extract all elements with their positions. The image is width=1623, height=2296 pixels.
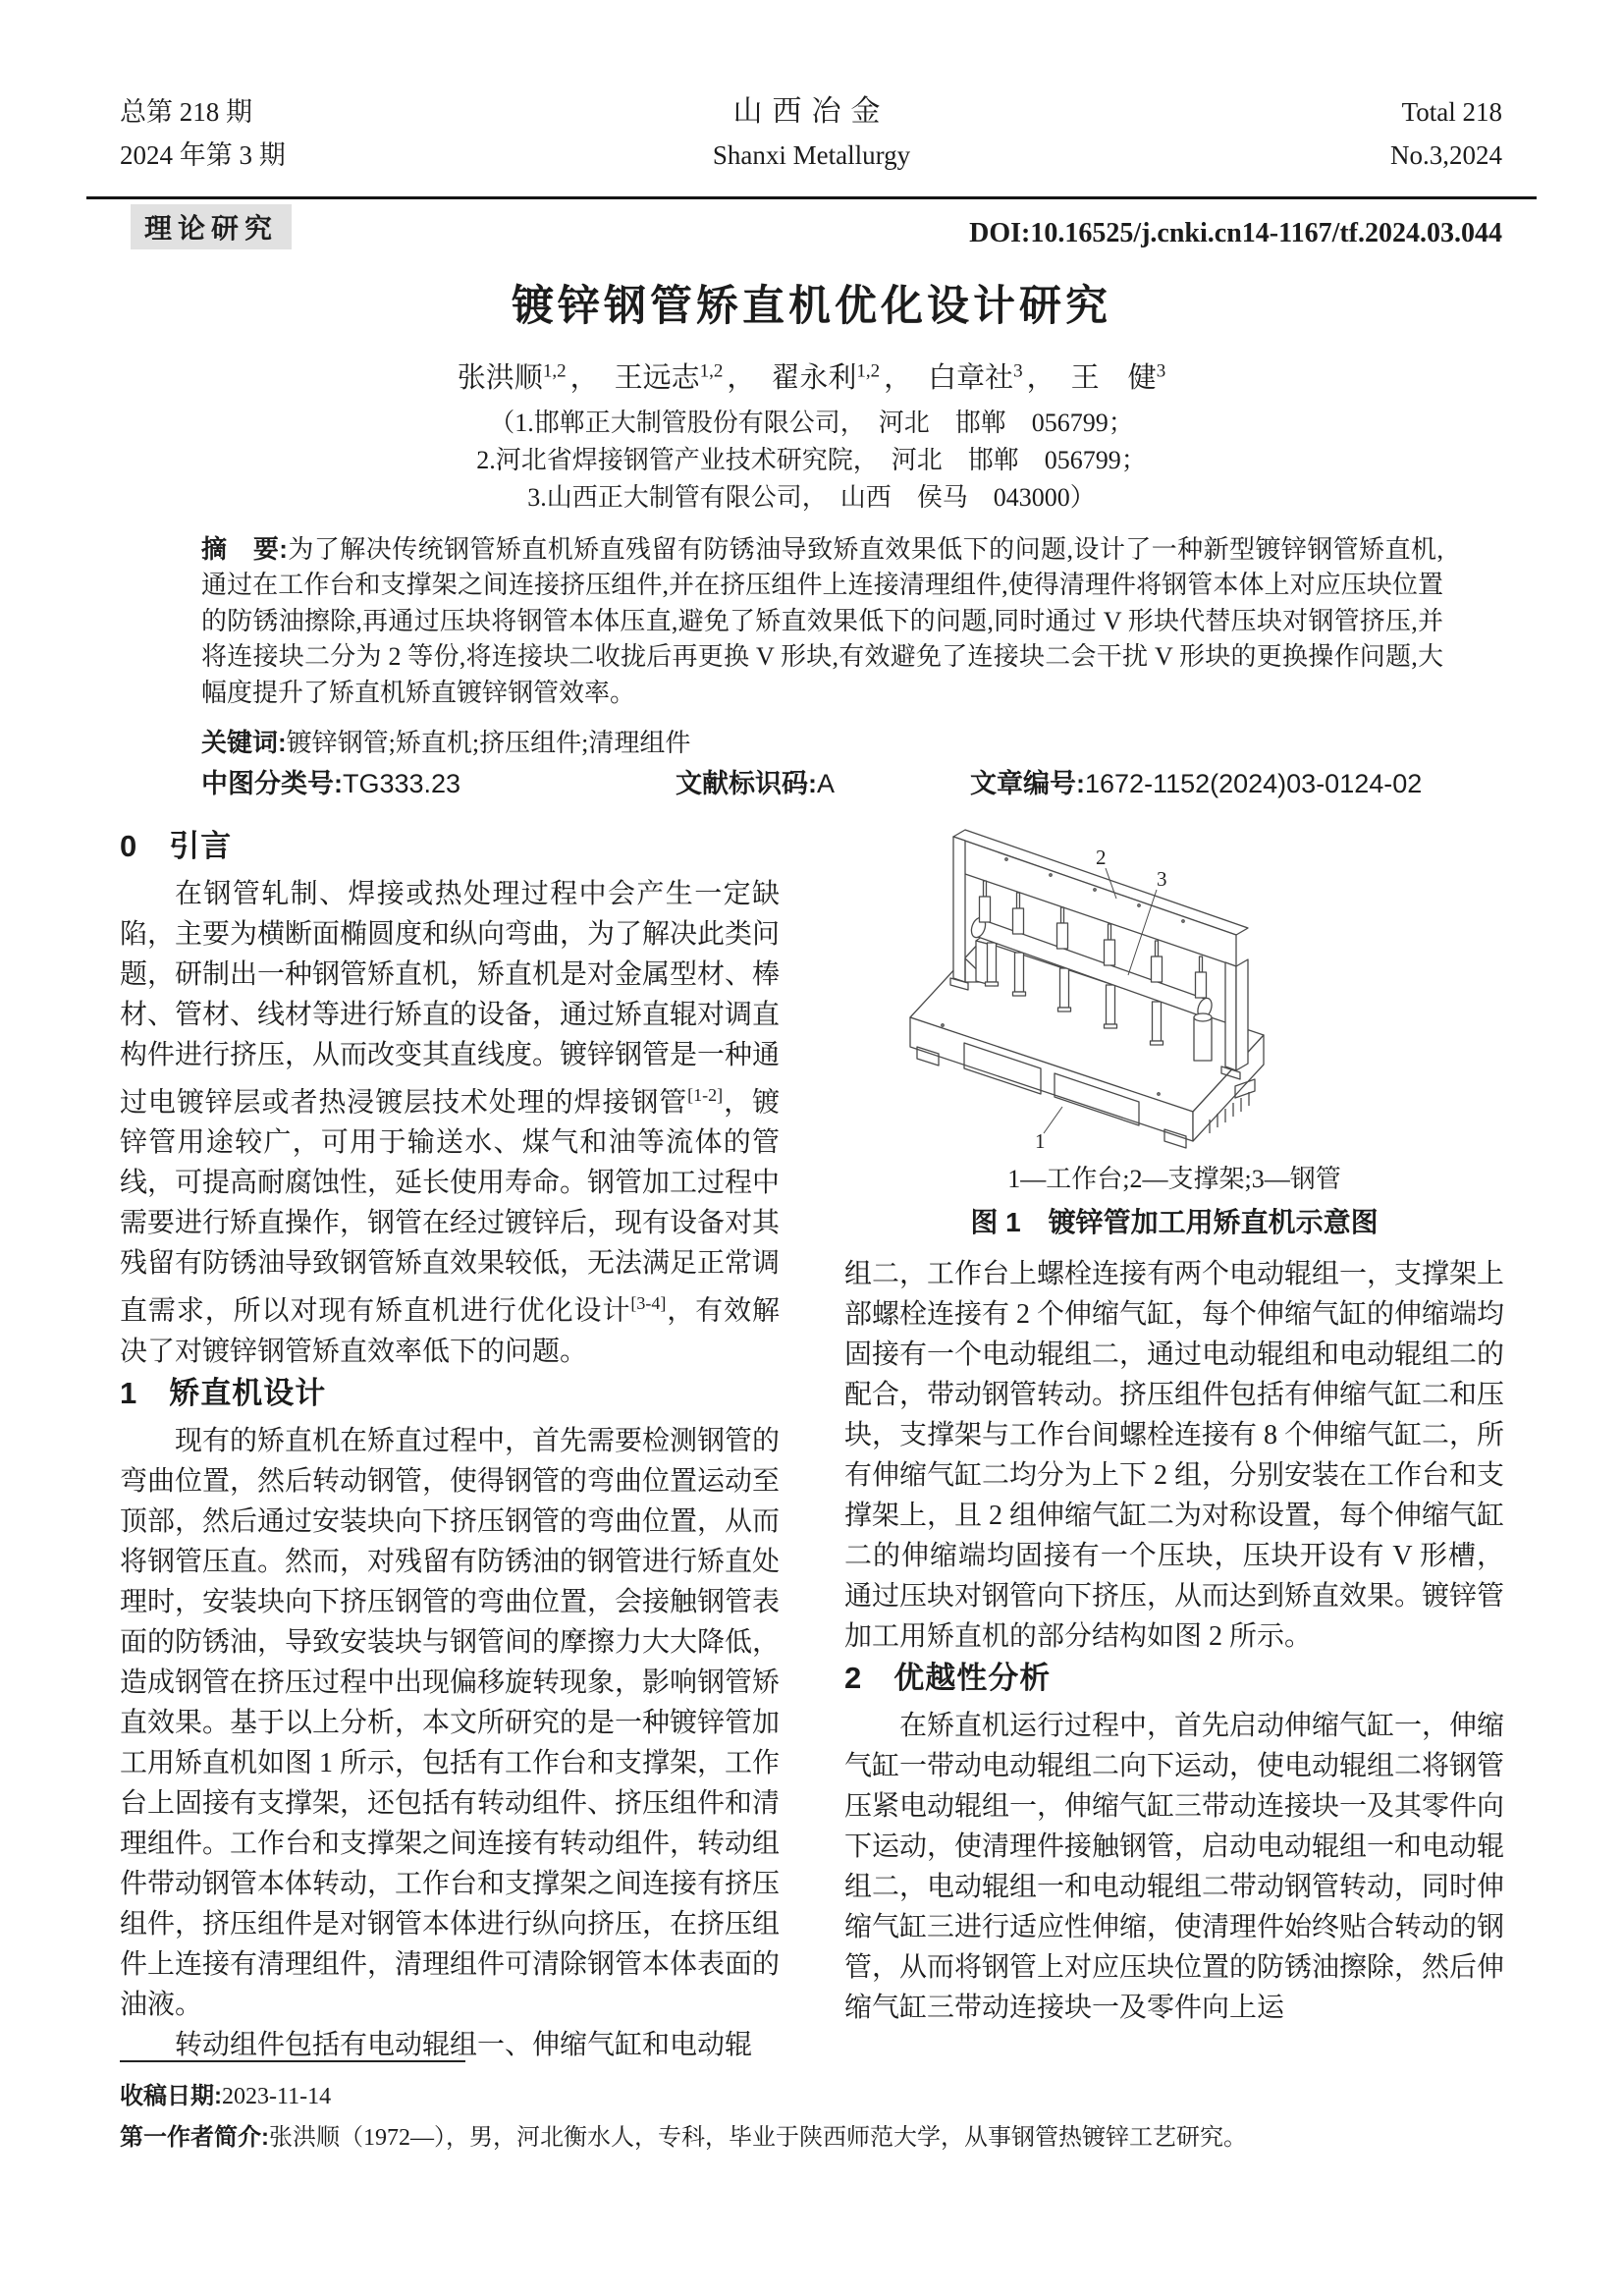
intro-text: ，有效解决了对镀锌钢管矫直效率低下的问题。	[120, 1295, 780, 1367]
received-date-value: 2023-11-14	[222, 2084, 332, 2109]
doc-code-label: 文献标识码:	[676, 769, 817, 798]
section-heading-1: 1 矫直机设计	[120, 1375, 327, 1410]
keywords-text: 镀锌钢管;矫直机;挤压组件;清理组件	[286, 729, 691, 757]
intro-text: ，镀锌管用途较广，可用于输送水、煤气和油等流体的管线，可提高耐腐蚀性，延长使用寿命。钢管加工过程中需要进行矫直操作，钢管在经过镀锌后，现有设备对其残留有防锈油导致钢管矫直效果较低，无法满足正常调直需求，所以对现有矫直机进行优化设计	[120, 1087, 781, 1327]
figure-callout-1: 1	[1035, 1129, 1046, 1153]
author-name: 王 健	[1070, 362, 1157, 394]
article-id-label: 文章编号:	[970, 769, 1085, 798]
first-author-bio-value: 张洪顺（1972—），男，河北衡水人，专科，毕业于陕西师范大学，从事钢管热镀锌工艺研究。	[269, 2125, 1247, 2151]
author-affil-sup: 3	[1156, 360, 1166, 382]
abstract-label: 摘 要:	[201, 534, 288, 564]
author-affil-sup: 3	[1013, 360, 1023, 382]
clc-label: 中图分类号:	[201, 769, 343, 798]
right-column	[844, 823, 1504, 2028]
abstract-text: 为了解决传统钢管矫直机矫直残留有防锈油导致矫直效果低下的问题,设计了一种新型镀锌钢管矫直机,通过在工作台和支撑架之间连接挤压组件,并在挤压组件上连接清理组件,使得清理件将钢管本体上对应压块位置的防锈油擦除,再通过压块将钢管本体压直,避免了矫直效果低下的问题,同时通过 V 形块代替压块对钢管挤压,并将连接块二分为 2 等份,将连接块二收拢后再更换 V 形块,有效避免了连接块二会干扰 V 形块的更换操作问题,大幅度提升了矫直机矫直镀锌钢管效率。	[201, 535, 1443, 707]
figure-callout-2: 2	[1096, 846, 1107, 869]
first-author-bio-line	[120, 2117, 1247, 2152]
author-line	[0, 355, 1623, 396]
received-date-line	[120, 2076, 331, 2110]
header-issue-number: 2024 年第 3 期	[120, 140, 286, 170]
author-name: 白章社	[928, 362, 1014, 394]
article-id-item	[970, 762, 1422, 800]
clc-item	[201, 762, 460, 800]
header-rule	[86, 196, 1537, 199]
header-total-en: Total 218	[1401, 97, 1502, 127]
affiliation-line: 3.山西正大制管有限公司， 山西 侯马 043000）	[527, 483, 1096, 512]
keywords-label: 关键词:	[201, 728, 287, 757]
section-heading-0: 0 引言	[120, 829, 233, 863]
keywords-line	[201, 723, 690, 759]
author-affil-sup: 1,2	[542, 360, 567, 382]
author-separator: ，	[1026, 362, 1055, 394]
rotation-paragraph-start: 转动组件包括有电动辊组一、伸缩气缸和电动辊	[175, 2029, 753, 2060]
author-name: 张洪顺	[457, 362, 543, 394]
citation-ref: [3-4]	[630, 1293, 667, 1314]
received-date-label: 收稿日期:	[120, 2083, 222, 2109]
rotation-paragraph-continued: 组二，工作台上螺栓连接有两个电动辊组一，支撑架上部螺栓连接有 2 个伸缩气缸，每个伸缩气缸的伸缩端均固接有一个电动辊组二，通过电动辊组和电动辊组二的配合，带动钢管转动。挤压组件包括有伸缩气缸二和压块，支撑架与工作台间螺栓连接有 8 个伸缩气缸二，所有伸缩气缸二均分为上下 2 组，分别安装在工作台和支撑架上，且 2 组伸缩气缸二为对称设置，每个伸缩气缸二的伸缩端均固接有一个压块，压块开设有 V 形槽，通过压块对钢管向下挤压，从而达到矫直效果。镀锌管加工用矫直机的部分结构如图 2 所示。	[844, 1259, 1505, 1652]
abstract-block	[201, 531, 1443, 711]
affiliation-line: （1.邯郸正大制管股份有限公司， 河北 邯郸 056799；	[489, 409, 1134, 437]
figure-legend: 1—工作台;2—支撑架;3—钢管	[1007, 1165, 1341, 1193]
author-separator: ，	[727, 362, 756, 394]
design-paragraph: 现有的矫直机在矫直过程中，首先需要检测钢管的弯曲位置，然后转动钢管，使得钢管的弯曲位置运动至顶部，然后通过安装块向下挤压钢管的弯曲位置，从而将钢管压直。然而，对残留有防锈油的钢管进行矫直处理时，安装块向下挤压钢管的弯曲位置，会接触钢管表面的防锈油，导致安装块与钢管间的摩擦力大大降低，造成钢管在挤压过程中出现偏移旋转现象，影响钢管矫直效果。基于以上分析，本文所研究的是一种镀锌管加工用矫直机如图 1 所示，包括有工作台和支撑架，工作台上固接有支撑架，还包括有转动组件、挤压组件和清理组件。工作台和支撑架之间连接有转动组件，转动组件带动钢管本体转动，工作台和支撑架之间连接有挤压组件，挤压组件是对钢管本体进行纵向挤压，在挤压组件上连接有清理组件，清理组件可清除钢管本体表面的油液。	[120, 1425, 781, 2020]
footnote-rule	[120, 2060, 465, 2062]
intro-text: 在钢管轧制、焊接或热处理过程中会产生一定缺陷，主要为横断面椭圆度和纵向弯曲，为了解决此类问题，研制出一种钢管矫直机，矫直机是对金属型材、棒材、管材、线材等进行矫直的设备，通过矫直辊对调直构件进行挤压，从而改变其直线度。镀锌钢管是一种通过电镀锌层或者热浸镀层技术处理的焊接钢管	[120, 879, 781, 1119]
affiliations	[0, 405, 1623, 517]
figure-caption: 图 1 镀锌管加工用矫直机示意图	[970, 1207, 1379, 1237]
intro-paragraph	[120, 874, 780, 1372]
doc-code-value: A	[817, 769, 836, 798]
section-heading-2: 2 优越性分析	[844, 1661, 1052, 1695]
author-affil-sup: 1,2	[699, 360, 724, 382]
author-affil-sup: 1,2	[856, 360, 881, 382]
author-name: 翟永利	[771, 362, 857, 394]
header-issue-en	[1390, 90, 1502, 177]
straightener-machine-drawing	[844, 823, 1492, 1157]
figure-1	[844, 823, 1504, 1240]
left-column	[120, 825, 780, 2065]
article-id-value: 1672-1152(2024)03-0124-02	[1085, 769, 1423, 798]
header-issue-total: 总第 218 期	[120, 97, 252, 127]
author-separator: ，	[569, 362, 599, 394]
article-title: 镀锌钢管矫直机优化设计研究	[512, 283, 1111, 330]
journal-title-cn: 山西冶金	[732, 95, 891, 128]
first-author-bio-label: 第一作者简介:	[120, 2124, 269, 2151]
author-name: 王远志	[614, 362, 700, 394]
author-separator: ，	[884, 362, 913, 394]
column-badge: 理论研究	[131, 204, 292, 249]
affiliation-line: 2.河北省焊接钢管产业技术研究院， 河北 邯郸 056799；	[476, 446, 1147, 474]
advantage-paragraph: 在矫直机运行过程中，首先启动伸缩气缸一，伸缩气缸一带动电动辊组二向下运动，使电动辊组二将钢管压紧电动辊组一，伸缩气缸三带动连接块一及其零件向下运动，使清理件接触钢管，启动电动辊组一和电动辊组二，电动辊组一和电动辊组二带动钢管转动，同时伸缩气缸三进行适应性伸缩，使清理件始终贴合转动的钢管，从而将钢管上对应压块位置的防锈油擦除，然后伸缩气缸三带动连接块一及零件向上运	[844, 1711, 1505, 2023]
header-no-en: No.3,2024	[1390, 140, 1502, 170]
doi-text: DOI:10.16525/j.cnki.cn14-1167/tf.2024.03.044	[969, 218, 1502, 248]
figure-callout-3: 3	[1157, 867, 1167, 891]
right-cylinder	[1194, 1013, 1212, 1061]
citation-ref: [1-2]	[687, 1085, 724, 1105]
clc-value: TG333.23	[343, 769, 461, 798]
header-journal	[0, 90, 1623, 177]
journal-title-en: Shanxi Metallurgy	[712, 140, 911, 170]
doc-code-item	[676, 762, 835, 800]
